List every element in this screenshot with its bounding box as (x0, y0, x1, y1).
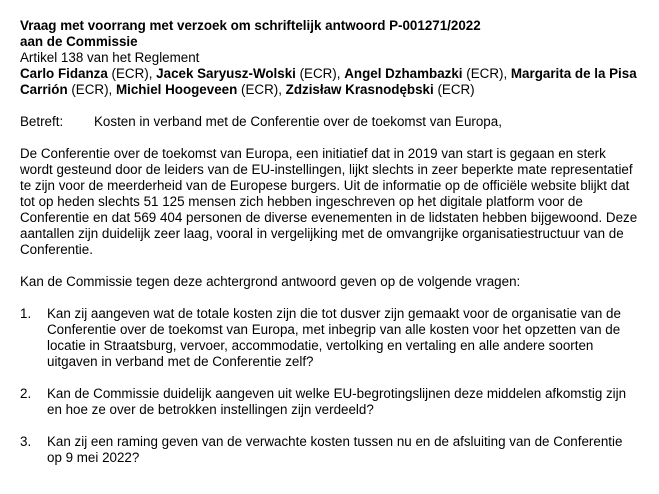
question-number: 2. (20, 386, 32, 401)
article-reference: Artikel 138 van het Reglement (20, 50, 200, 65)
author-group: (ECR) (433, 82, 475, 97)
author-group: (ECR), (67, 82, 116, 97)
document-title-line-2: aan de Commissie (20, 34, 138, 49)
author-group: (ECR), (462, 66, 511, 81)
question-number: 3. (20, 434, 32, 449)
author-name: Margarita de la Pisa Carrión (20, 66, 637, 97)
subject-row (20, 114, 640, 130)
authors-list (20, 66, 640, 98)
question-text: Kan de Commissie duidelijk aangeven uit welke EU-begrotingslijnen deze middelen afkomstig zijn en hoe ze over de betrokken instellingen zijn verdeeld? (47, 386, 627, 417)
author-group: (ECR), (295, 66, 345, 81)
subject-label: Betreft: (20, 114, 64, 129)
subject-text: Kosten in verband met de Conferentie over de toekomst van Europa, (94, 114, 502, 129)
document-title-line-1: Vraag met voorrang met verzoek om schriftelijk antwoord P-001271/2022 (20, 18, 481, 33)
author-group: (ECR), (107, 66, 157, 81)
question-item (20, 306, 640, 370)
author-name: Carlo Fidanza (20, 66, 108, 81)
question-item (20, 434, 640, 466)
author-name: Angel Dzhambazki (344, 66, 463, 81)
document-page (20, 18, 640, 466)
question-text: Kan zij aangeven wat de totale kosten zijn die tot dusver zijn gemaakt voor de organisatie van de Conferentie over de toekomst van Europa, met inbegrip van alle kosten voor het opzetten van de locatie in Straatsburg, vervoer, accommodatie, vertolking en vertaling en alle andere soorten uitgaven in verband met de Conferentie zelf? (47, 306, 621, 369)
author-name: Jacek Saryusz-Wolski (156, 66, 296, 81)
author-name: Michiel Hoogeveen (115, 82, 238, 97)
question-item (20, 386, 640, 418)
question-number: 1. (20, 306, 32, 321)
author-group: (ECR), (237, 82, 286, 97)
question-intro: Kan de Commissie tegen deze achtergrond antwoord geven op de volgende vragen: (20, 274, 521, 289)
intro-paragraph: De Conferentie over de toekomst van Europa, een initiatief dat in 2019 van start is gegaan en sterk wordt gesteund door de leiders van de EU-instellingen, lijkt slechts in zeer beperkte mate representatief te zijn voor de meerderheid van de Europese burgers. Uit de informatie op de officiële website blijkt dat tot op heden slechts 51 125 mensen zich hebben ingeschreven op het digitale platform voor de Conferentie en dat 569 404 personen de diverse evenementen in de lidstaten hebben bijgewoond. Deze aantallen zijn duidelijk zeer laag, vooral in vergelijking met de omvangrijke organisatiestructuur van de Conferentie. (20, 146, 638, 257)
question-text: Kan zij een raming geven van de verwachte kosten tussen nu en de afsluiting van de Conferentie op 9 mei 2022? (47, 434, 623, 465)
author-name: Zdzisław Krasnodębski (285, 82, 434, 97)
